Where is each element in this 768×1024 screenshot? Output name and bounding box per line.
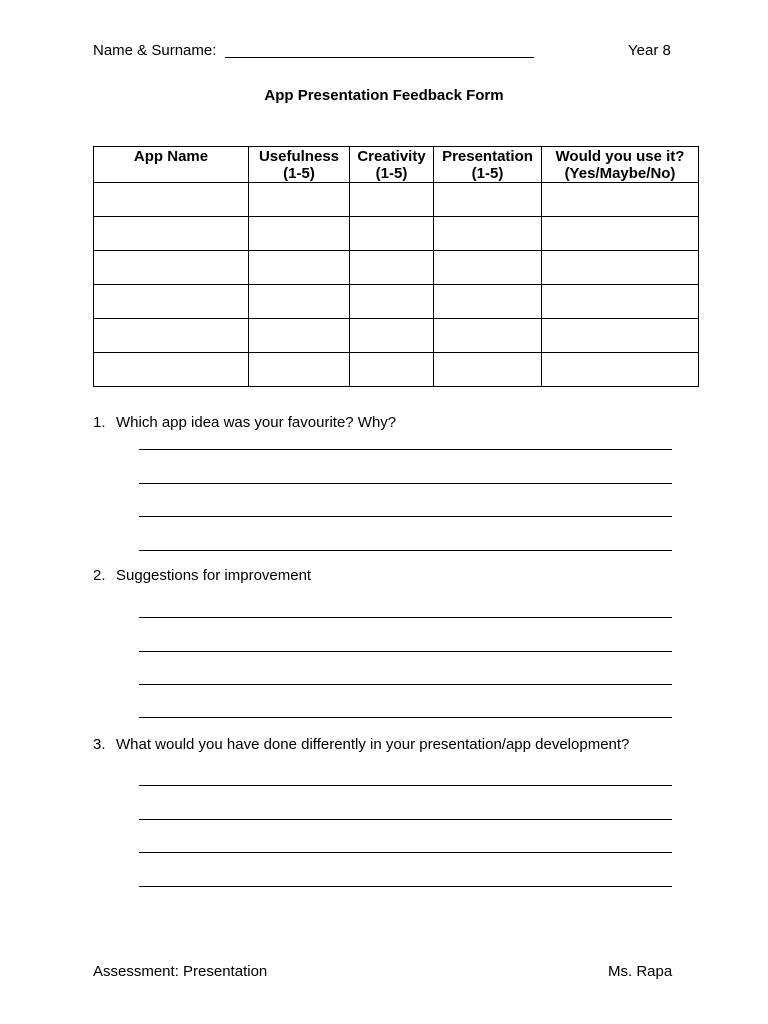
question-text: What would you have done differently in your presentation/app development? (116, 736, 630, 753)
table-cell[interactable] (434, 285, 542, 319)
year-label: Year 8 (628, 42, 671, 59)
table-cell[interactable] (350, 285, 434, 319)
answer-line-3-2[interactable] (139, 819, 672, 820)
table-cell[interactable] (434, 183, 542, 217)
table-cell[interactable] (542, 183, 699, 217)
table-cell[interactable] (542, 251, 699, 285)
table-row (94, 183, 699, 217)
table-cell[interactable] (542, 353, 699, 387)
table-cell[interactable] (94, 285, 249, 319)
table-row (94, 285, 699, 319)
feedback-table (93, 146, 699, 387)
table-cell[interactable] (249, 319, 350, 353)
header-creativity: Creativity (1-5) (350, 147, 434, 183)
question-text: Suggestions for improvement (116, 567, 312, 584)
question-text: Which app idea was your favourite? Why? (116, 414, 397, 431)
table-cell[interactable] (434, 353, 542, 387)
table-cell[interactable] (434, 251, 542, 285)
table-row (94, 251, 699, 285)
table-cell[interactable] (249, 217, 350, 251)
table-cell[interactable] (249, 251, 350, 285)
question-2 (93, 567, 311, 585)
table-row (94, 319, 699, 353)
name-surname-label: Name & Surname: (93, 42, 217, 59)
table-cell[interactable] (350, 319, 434, 353)
table-cell[interactable] (434, 217, 542, 251)
table-cell[interactable] (249, 353, 350, 387)
table-cell[interactable] (542, 285, 699, 319)
answer-line-2-4[interactable] (139, 717, 672, 718)
header-usefulness: Usefulness (1-5) (249, 147, 350, 183)
header-app-name: App Name (94, 147, 249, 183)
table-cell[interactable] (350, 251, 434, 285)
table-cell[interactable] (434, 319, 542, 353)
assessment-label: Assessment: Presentation (93, 963, 268, 980)
header-would-you-use-it: Would you use it? (Yes/Maybe/No) (542, 147, 699, 183)
table-cell[interactable] (350, 217, 434, 251)
answer-line-2-1[interactable] (139, 617, 672, 618)
table-header-row (94, 147, 699, 183)
question-number: 1. (93, 414, 106, 431)
answer-line-1-4[interactable] (139, 550, 672, 551)
table-cell[interactable] (94, 353, 249, 387)
question-number: 2. (93, 567, 106, 584)
question-3 (93, 736, 629, 754)
question-number: 3. (93, 736, 106, 753)
table-cell[interactable] (94, 319, 249, 353)
answer-line-2-3[interactable] (139, 684, 672, 685)
answer-line-2-2[interactable] (139, 651, 672, 652)
table-cell[interactable] (542, 319, 699, 353)
teacher-name: Ms. Rapa (608, 963, 673, 980)
answer-line-3-3[interactable] (139, 852, 672, 853)
table-cell[interactable] (94, 251, 249, 285)
question-1 (93, 414, 396, 432)
table-row (94, 217, 699, 251)
header-presentation: Presentation (1-5) (434, 147, 542, 183)
answer-line-1-3[interactable] (139, 516, 672, 517)
answer-line-1-1[interactable] (139, 449, 672, 450)
answer-line-3-1[interactable] (139, 785, 672, 786)
table-cell[interactable] (94, 183, 249, 217)
table-cell[interactable] (249, 285, 350, 319)
table-row (94, 353, 699, 387)
table-cell[interactable] (542, 217, 699, 251)
name-surname-field[interactable] (225, 57, 534, 58)
table-cell[interactable] (94, 217, 249, 251)
answer-line-1-2[interactable] (139, 483, 672, 484)
table-cell[interactable] (350, 353, 434, 387)
form-title: App Presentation Feedback Form (264, 87, 504, 104)
answer-line-3-4[interactable] (139, 886, 672, 887)
table-cell[interactable] (249, 183, 350, 217)
table-cell[interactable] (350, 183, 434, 217)
